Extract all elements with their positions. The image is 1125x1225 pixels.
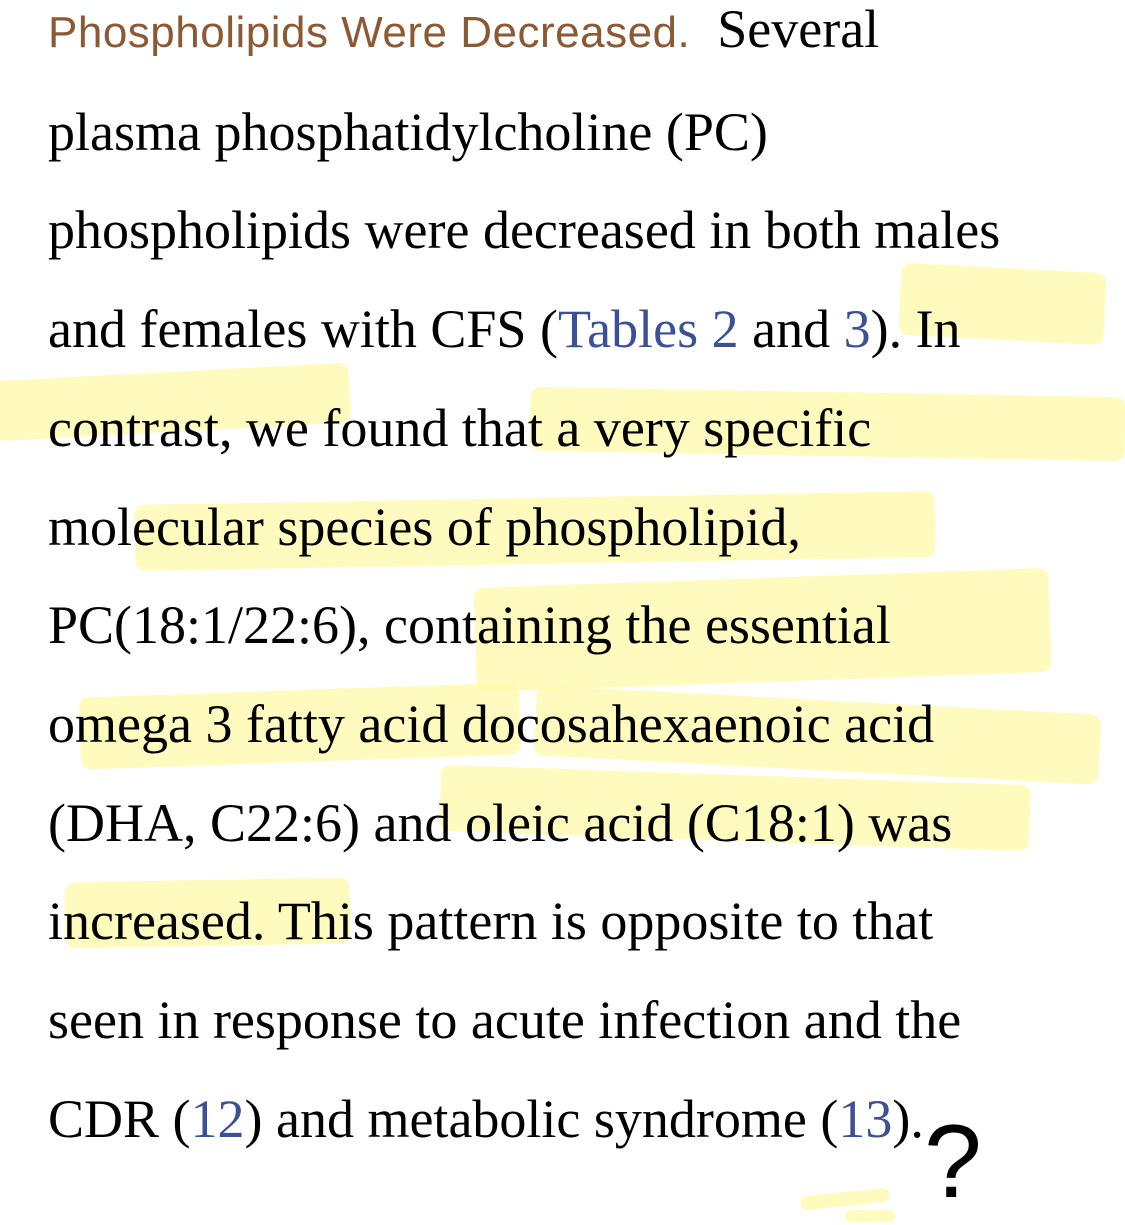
reference-link[interactable]: 3 [843,299,871,360]
handwritten-question-mark: ? [924,1104,982,1220]
reference-link[interactable]: 12 [190,1088,245,1149]
text-line [48,379,1108,478]
text-run: plasma phosphatidylcholine (PC) [48,101,768,162]
text-run: Several [717,0,880,59]
text-line [48,872,1108,971]
text-line [48,280,1108,379]
text-run: CDR ( [48,1088,191,1149]
text-run: omega 3 fatty acid docosahexaenoic acid [48,693,935,754]
text-run: phospholipids were decreased in both males [48,200,1001,261]
text-line [48,971,1108,1070]
text-run: and females with CFS ( [48,299,558,360]
highlight-stroke [800,1187,891,1210]
text-line [48,181,1108,280]
section-heading: Phospholipids Were Decreased. [48,8,691,57]
article-body [48,0,1108,1168]
text-run: ) and metabolic syndrome ( [244,1088,839,1149]
text-run: (DHA, C22:6) and oleic acid (C18:1) was [48,792,953,853]
text-line [48,478,1108,577]
text-line [48,83,1108,182]
text-line [48,0,1108,83]
text-line [48,675,1108,774]
text-run: ). [892,1088,924,1149]
text-run: and [738,299,844,360]
text-line [48,774,1108,873]
text-run: PC(18:1/22:6), containing the essential [48,595,891,656]
text-run: contrast, we found that a very specific [48,397,872,458]
text-line [48,576,1108,675]
reference-link[interactable]: Tables 2 [557,299,739,360]
text-run: ). In [870,299,961,360]
highlight-stroke [845,1210,895,1222]
text-run: seen in response to acute infection and the [48,990,962,1051]
reference-link[interactable]: 13 [838,1088,893,1149]
text-run: molecular species of phospholipid, [48,496,801,557]
text-run: increased. This pattern is opposite to that [48,891,934,952]
